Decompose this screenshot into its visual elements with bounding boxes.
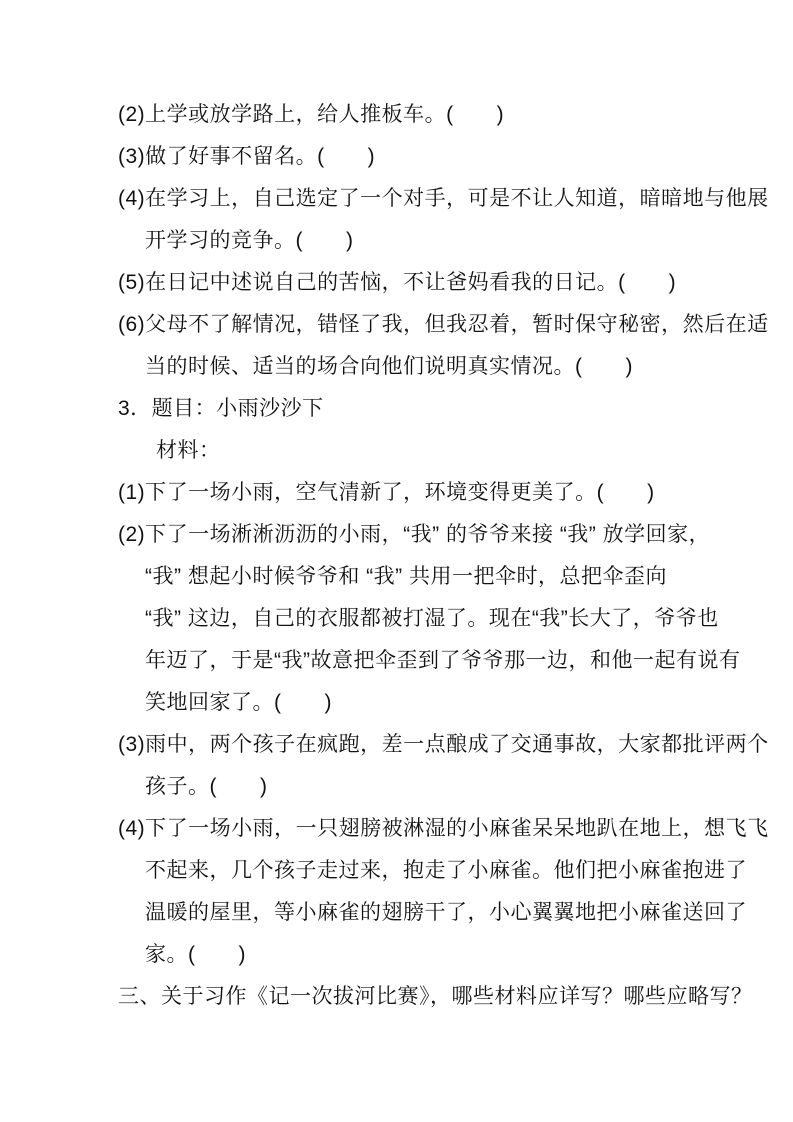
document-text-body	[118, 94, 769, 1018]
text-line: (3)雨中，两个孩子在疯跑，差一点酿成了交通事故，大家都批评两个	[118, 733, 769, 756]
text-line: (2)下了一场淅淅沥沥的小雨，“我” 的爷爷来接 “我” 放学回家，	[118, 523, 711, 546]
text-line: (1)下了一场小雨，空气清新了，环境变得更美了。( )	[118, 481, 655, 504]
text-line: (2)上学或放学路上，给人推板车。( )	[118, 103, 505, 126]
text-line: (5)在日记中述说自己的苦恼，不让爸妈看我的日记。( )	[118, 271, 677, 294]
text-line: 当的时候、适当的场合向他们说明真实情况。( )	[145, 355, 633, 378]
text-line: 开学习的竞争。( )	[145, 229, 354, 252]
text-line: 三、关于习作《记一次拔河比赛》，哪些材料应详写？哪些应略写？	[118, 985, 753, 1008]
text-line: (4)下了一场小雨，一只翅膀被淋湿的小麻雀呆呆地趴在地上，想飞飞	[118, 817, 769, 840]
text-line: 笑地回家了。( )	[145, 691, 332, 714]
text-line: “我” 这边，自己的衣服都被打湿了。现在“我”长大了，爷爷也	[145, 607, 719, 630]
text-line: 材料：	[156, 439, 221, 462]
text-line: 不起来，几个孩子走过来，抱走了小麻雀。他们把小麻雀抱进了	[145, 859, 747, 882]
text-line: 孩子。( )	[145, 775, 268, 798]
text-line: 年迈了，于是“我”故意把伞歪到了爷爷那一边，和他一起有说有	[145, 649, 741, 672]
text-line: 家。( )	[145, 943, 246, 966]
text-line: “我” 想起小时候爷爷和 “我” 共用一把伞时，总把伞歪向	[145, 565, 667, 588]
text-line: (4)在学习上，自己选定了一个对手，可是不让人知道，暗暗地与他展	[118, 187, 769, 210]
text-line: (6)父母不了解情况，错怪了我，但我忍着，暂时保守秘密，然后在适	[118, 313, 769, 336]
text-line: 温暖的屋里，等小麻雀的翅膀干了，小心翼翼地把小麻雀送回了	[145, 901, 747, 924]
text-line: 3．题目：小雨沙沙下	[118, 397, 324, 420]
text-line: (3)做了好事不留名。( )	[118, 145, 376, 168]
